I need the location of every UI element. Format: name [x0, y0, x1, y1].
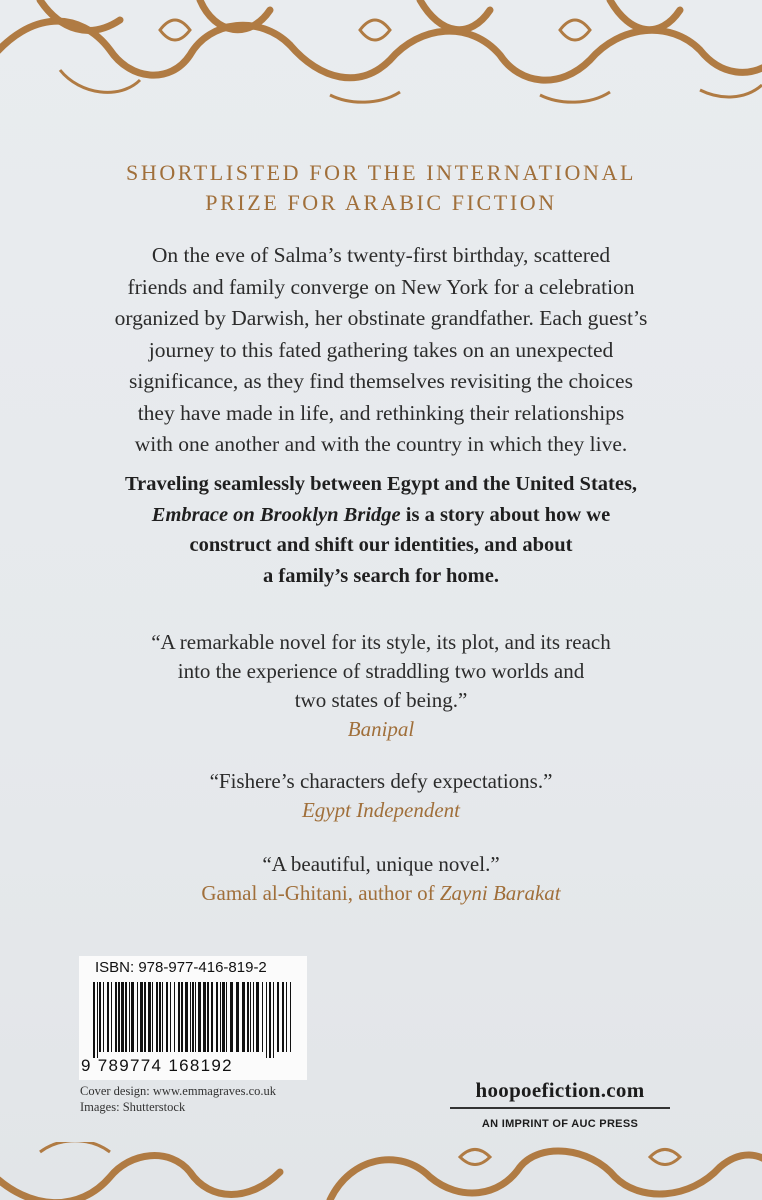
barcode-bar [181, 982, 183, 1052]
barcode-bar [152, 982, 153, 1052]
barcode-bar [242, 982, 245, 1052]
barcode-bar [144, 982, 146, 1052]
synopsis-line: journey to this fated gathering takes on an unexpected [148, 337, 614, 362]
synopsis-line: On the eve of Salma’s twenty-first birthday, scattered [151, 243, 611, 267]
barcode-bar [269, 982, 271, 1058]
barcode-bar [111, 982, 112, 1052]
publisher-website: hoopoefiction.com [475, 1078, 645, 1102]
barcode-bar [190, 982, 191, 1052]
tagline-line-2 [40, 500, 722, 531]
barcode-bar [174, 982, 175, 1052]
quote-source: Egypt Independent [301, 798, 461, 822]
barcode-bar [131, 982, 134, 1052]
quote-source [0, 879, 762, 908]
barcode-bar [236, 982, 239, 1052]
tagline-line-2-rest: is a story about how we [400, 503, 611, 526]
bottom-ornament [0, 1142, 762, 1200]
tagline-line-4: a family’s search for home. [263, 564, 499, 587]
barcode-bar [93, 982, 95, 1058]
barcode-bar [222, 982, 225, 1052]
synopsis-line: friends and family converge on New York for a celebration [127, 274, 635, 299]
publisher-imprint: AN IMPRINT OF AUC PRESS [481, 1117, 639, 1130]
isbn-label: ISBN: 978-977-416-819-2 [95, 959, 267, 976]
quote-line: two states of being.” [294, 688, 468, 712]
barcode-bar [159, 982, 161, 1052]
barcode-digits: 9 789774 168192 [81, 1056, 233, 1075]
review-quote-ghitani [0, 850, 762, 908]
synopsis-line: with one another and with the country in which they live. [134, 432, 628, 456]
synopsis-line: organized by Darwish, her obstinate grandfather. Each guest’s [114, 306, 648, 330]
barcode-bar [99, 982, 101, 1052]
barcode-bar [282, 982, 284, 1052]
barcode-bar [230, 982, 233, 1052]
synopsis [60, 240, 702, 461]
synopsis-line: they have made in life, and rethinking their relationships [137, 400, 625, 425]
award-heading-line-2: PRIZE FOR ARABIC FICTION [205, 190, 557, 215]
tagline-line-3: construct and shift our identities, and about [189, 534, 573, 556]
publisher-block [450, 1078, 670, 1130]
quote-line: “A beautiful, unique novel.” [262, 852, 500, 876]
publisher-divider [450, 1107, 670, 1109]
quote-source-title: Zayni Barakat [439, 881, 561, 905]
barcode-bar [166, 982, 168, 1052]
quote-line: “Fishere’s characters defy expectations.” [209, 769, 553, 793]
barcode-bar [220, 982, 221, 1052]
quote-source: Banipal [347, 717, 415, 741]
barcode-bar [170, 982, 171, 1052]
barcode-bar [203, 982, 206, 1052]
barcode-bar [148, 982, 151, 1052]
barcode-bar [156, 982, 158, 1052]
barcode-bar [118, 982, 120, 1052]
barcode-bar [262, 982, 263, 1052]
award-heading-line-1: SHORTLISTED FOR THE INTERNATIONAL [126, 160, 636, 185]
barcode-bar [207, 982, 209, 1052]
quote-source-prefix: Gamal al-Ghitani, author of [201, 881, 440, 905]
barcode-bar [277, 982, 279, 1052]
barcode-bar [216, 982, 218, 1052]
barcode-bar [273, 982, 274, 1058]
review-quote-banipal [0, 628, 762, 744]
barcode-bar [247, 982, 249, 1052]
review-quote-egypt-independent [0, 767, 762, 825]
cover-design-credit: Cover design: www.emmagraves.co.uk [80, 1084, 277, 1098]
synopsis-line: significance, as they find themselves revisiting the choices [129, 369, 633, 393]
images-credit: Images: Shutterstock [80, 1100, 186, 1114]
tagline-line-1: Traveling seamlessly between Egypt and the United States, [124, 473, 638, 495]
barcode-bars [91, 982, 295, 1058]
barcode-bar [178, 982, 180, 1052]
award-heading [0, 158, 762, 218]
barcode-bar [115, 982, 117, 1052]
barcode-bar [107, 982, 109, 1052]
tagline [40, 469, 722, 591]
quote-line: “A remarkable novel for its style, its plot, and its reach [151, 630, 611, 654]
quote-line: into the experience of straddling two worlds and [177, 659, 585, 683]
book-title: Embrace on Brooklyn Bridge [151, 503, 401, 526]
barcode-bar [253, 982, 254, 1052]
barcode-bar [121, 982, 124, 1052]
barcode-bar [125, 982, 127, 1052]
barcode-bar [103, 982, 104, 1052]
barcode-bar [266, 982, 267, 1058]
barcode-bar [195, 982, 196, 1052]
barcode-bar [211, 982, 213, 1052]
barcode-bar [185, 982, 188, 1052]
barcode-bar [286, 982, 287, 1052]
barcode-bar [97, 982, 98, 1058]
barcode-bar [162, 982, 163, 1052]
isbn-barcode [79, 956, 307, 1080]
top-ornament [0, 0, 762, 110]
barcode-bar [129, 982, 130, 1052]
barcode-bar [250, 982, 251, 1052]
barcode-bar [226, 982, 227, 1052]
barcode-bar [192, 982, 194, 1052]
barcode-bar [256, 982, 259, 1052]
credits [80, 1083, 276, 1115]
barcode-bar [290, 982, 291, 1052]
barcode-bar [198, 982, 201, 1052]
barcode-bar [137, 982, 138, 1052]
barcode-bar [140, 982, 143, 1052]
